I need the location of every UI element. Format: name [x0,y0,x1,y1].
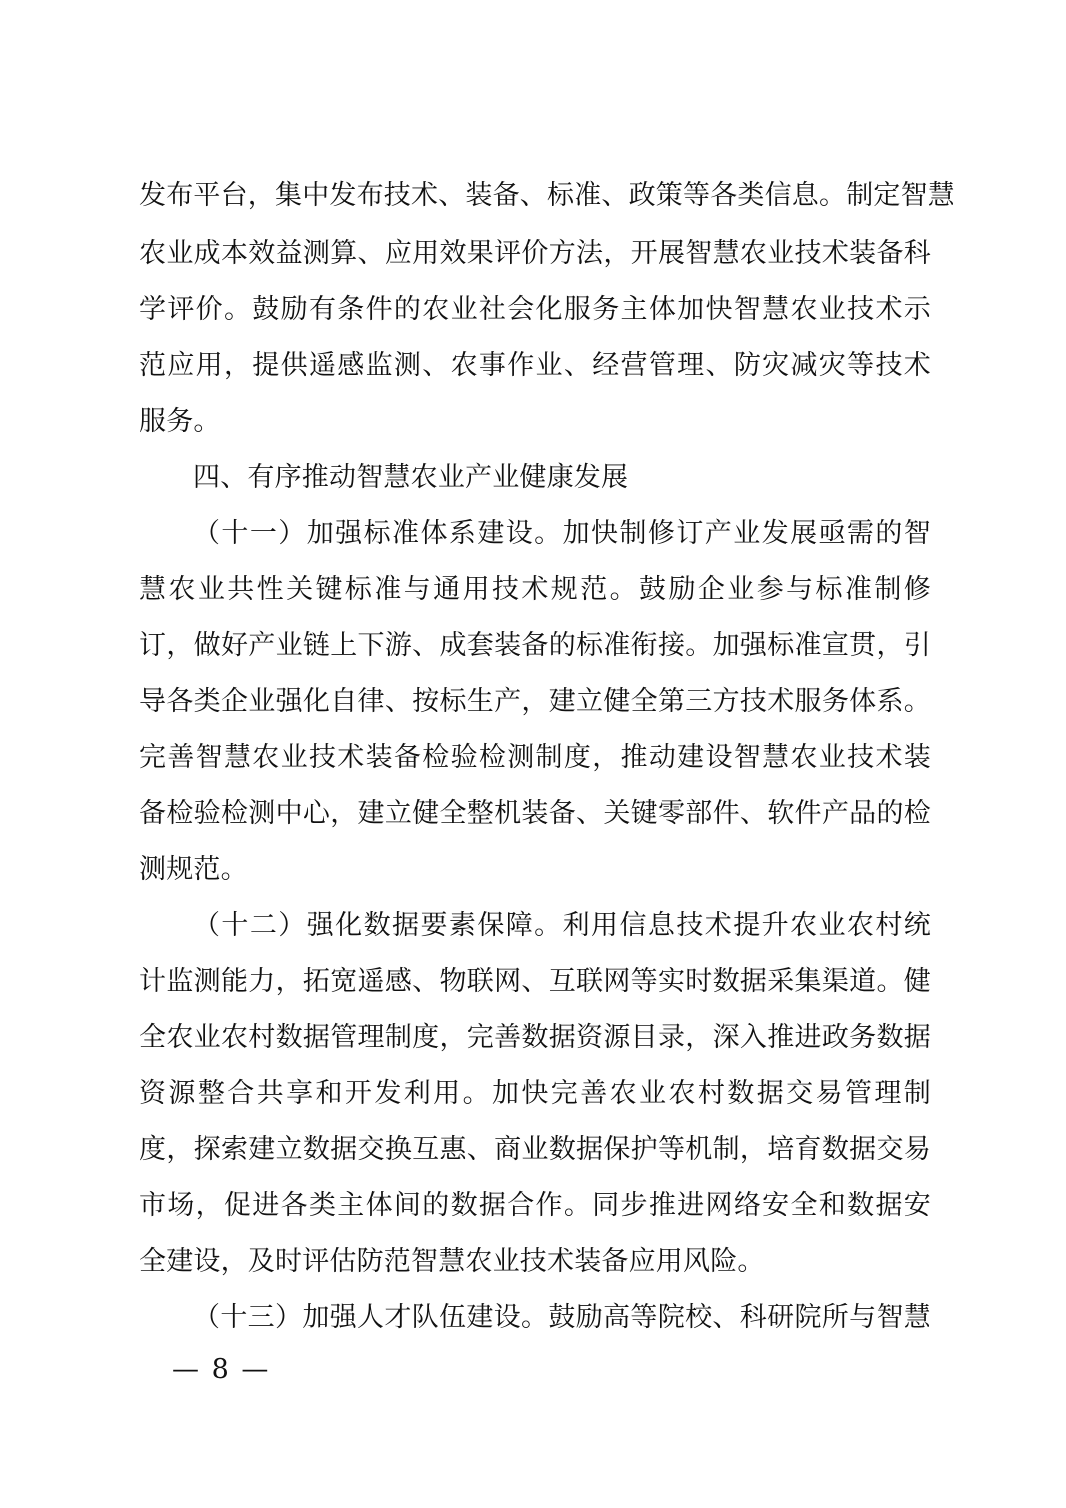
body-line: 计监测能力，拓宽遥感、物联网、互联网等实时数据采集渠道。健 [139,966,931,997]
body-line: 备检验检测中心，建立健全整机装备、关键零部件、软件产品的检 [139,798,931,829]
body-line: 资源整合共享和开发利用。加快完善农业农村数据交易管理制 [139,1078,931,1109]
paragraph-first-line: （十二）强化数据要素保障。利用信息技术提升农业农村统 [193,910,931,941]
body-line: 测规范。 [139,854,248,885]
body-line: 完善智慧农业技术装备检验检测制度，推动建设智慧农业技术装 [139,742,931,773]
body-line: 全建设，及时评估防范智慧农业技术装备应用风险。 [139,1246,765,1277]
body-line: 服务。 [139,406,221,437]
body-line: 度，探索建立数据交换互惠、商业数据保护等机制，培育数据交易 [139,1134,931,1165]
section-heading: 四、有序推动智慧农业产业健康发展 [193,462,629,493]
paragraph-first-line: （十三）加强人才队伍建设。鼓励高等院校、科研院所与智慧 [193,1302,931,1333]
paragraph-first-line: （十一）加强标准体系建设。加快制修订产业发展亟需的智 [193,518,931,549]
body-line: 农业成本效益测算、应用效果评价方法，开展智慧农业技术装备科 [139,238,931,269]
body-line: 订，做好产业链上下游、成套装备的标准衔接。加强标准宣贯，引 [139,630,931,661]
body-line: 导各类企业强化自律、按标生产，建立健全第三方技术服务体系。 [139,686,931,717]
body-line: 全农业农村数据管理制度，完善数据资源目录，深入推进政务数据 [139,1022,931,1053]
body-line: 慧农业共性关键标准与通用技术规范。鼓励企业参与标准制修 [139,574,931,605]
body-line: 市场，促进各类主体间的数据合作。同步推进网络安全和数据安 [139,1190,931,1221]
body-line: 发布平台，集中发布技术、装备、标准、政策等各类信息。制定智慧 [139,180,955,211]
body-line: 学评价。鼓励有条件的农业社会化服务主体加快智慧农业技术示 [139,294,931,325]
page-number: — 8 — [172,1354,271,1385]
body-line: 范应用，提供遥感监测、农事作业、经营管理、防灾减灾等技术 [139,350,931,381]
